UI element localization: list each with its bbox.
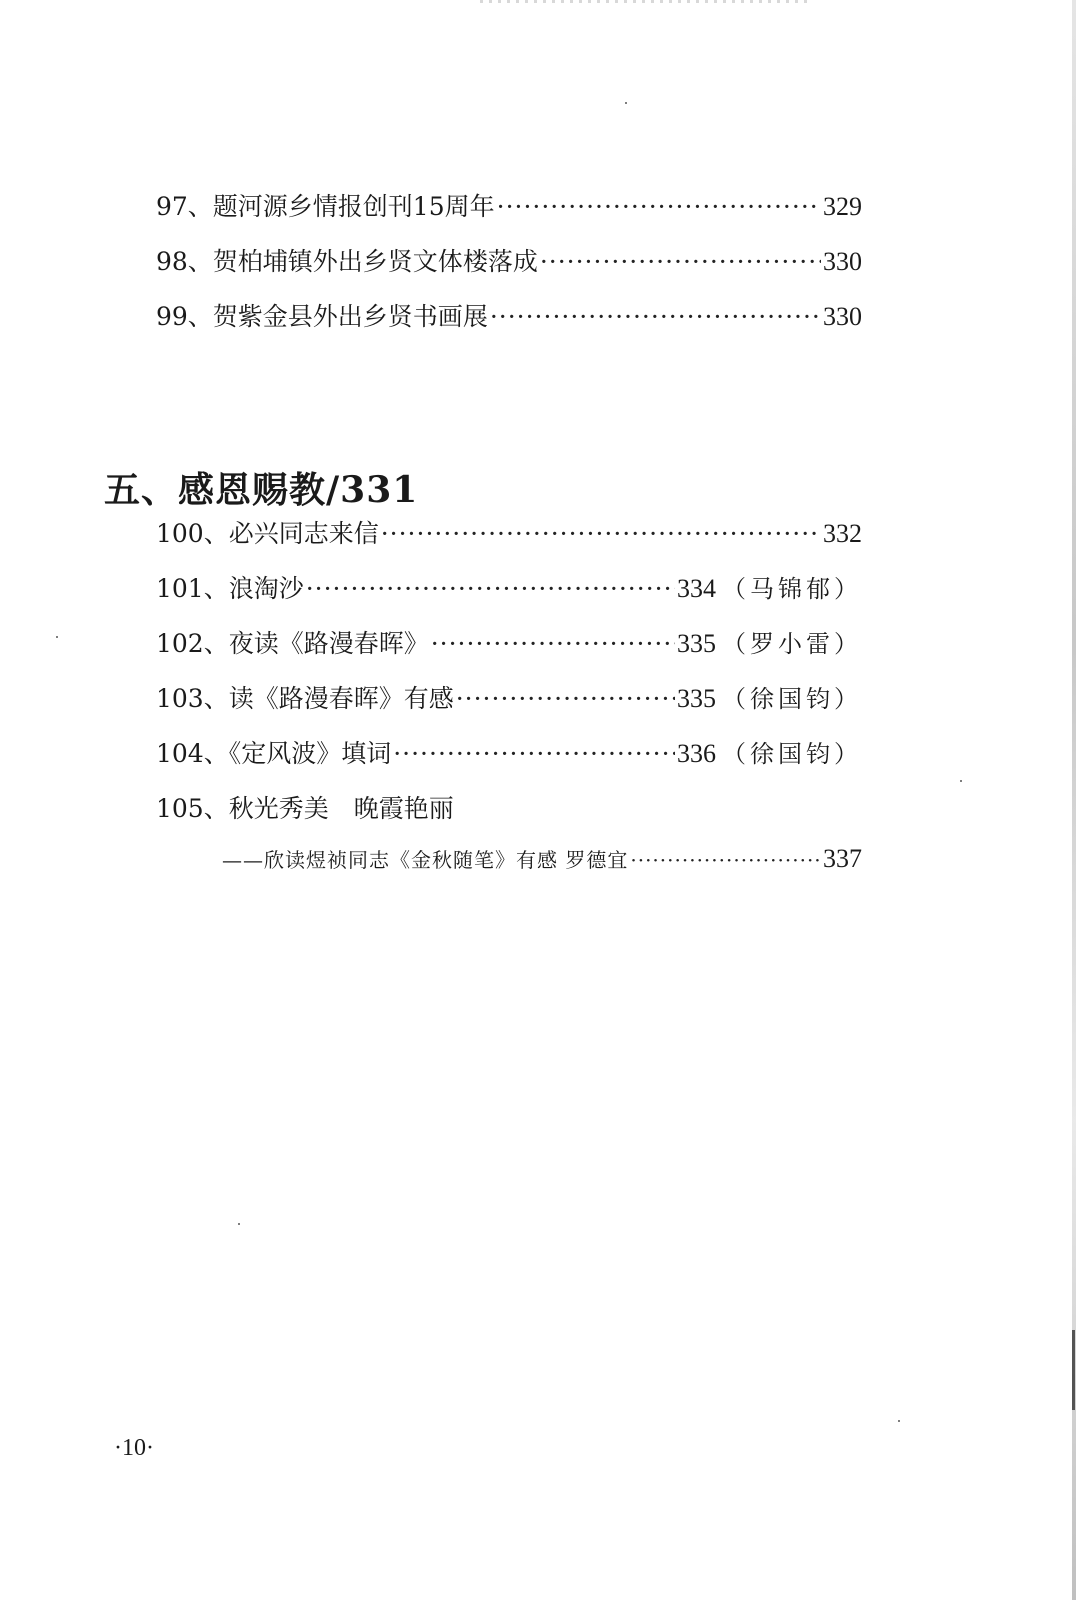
dot-leader bbox=[306, 574, 675, 603]
dot-leader bbox=[381, 519, 821, 548]
dot-leader bbox=[456, 684, 675, 713]
scan-speck bbox=[960, 780, 962, 782]
toc-entry-105-subtitle[interactable] bbox=[156, 844, 862, 899]
section-heading: 五、感恩赐教/331 bbox=[104, 469, 419, 511]
toc-entry-title: 98、贺柏埔镇外出乡贤文体楼落成 bbox=[156, 247, 538, 276]
toc-entry-page: 335 bbox=[677, 684, 716, 713]
toc-entry-subtitle: ——欣读煜祯同志《金秋随笔》有感 罗德宜 bbox=[222, 848, 629, 872]
scan-artifact-right-mark bbox=[1072, 1330, 1075, 1410]
scan-speck bbox=[56, 636, 58, 638]
dot-leader bbox=[490, 302, 821, 331]
toc-entry-title: 99、贺紫金县外出乡贤书画展 bbox=[156, 302, 488, 331]
toc-entry-103[interactable] bbox=[156, 679, 862, 734]
toc-entry-102[interactable] bbox=[156, 624, 862, 679]
scan-speck bbox=[625, 102, 627, 104]
toc-entry-title: 102、夜读《路漫春晖》 bbox=[156, 629, 429, 658]
page-number: ·10· bbox=[114, 1435, 154, 1461]
toc-entry-99[interactable] bbox=[156, 297, 862, 352]
dot-leader bbox=[497, 192, 821, 221]
toc-entry-page: 332 bbox=[823, 519, 862, 548]
toc-entry-97[interactable] bbox=[156, 187, 862, 242]
toc-entry-page: 330 bbox=[823, 302, 862, 331]
toc-entry-author: （罗小雷） bbox=[722, 630, 862, 658]
toc-entry-title: 103、读《路漫春晖》有感 bbox=[156, 684, 454, 713]
toc-entry-page: 335 bbox=[677, 629, 716, 658]
toc-entry-page: 334 bbox=[677, 574, 716, 603]
toc-entry-105[interactable] bbox=[156, 789, 862, 844]
dot-leader bbox=[630, 848, 821, 872]
toc-entry-98[interactable] bbox=[156, 242, 862, 297]
toc-entry-author: （徐国钧） bbox=[722, 685, 862, 713]
dot-leader bbox=[540, 247, 821, 276]
toc-entry-104[interactable] bbox=[156, 734, 862, 789]
toc-entry-title: 104、《定风波》填词 bbox=[156, 739, 392, 768]
toc-entry-author: （马锦郁） bbox=[722, 575, 862, 603]
toc-entry-page: 337 bbox=[823, 844, 862, 873]
toc-entry-page: 336 bbox=[677, 739, 716, 768]
dot-leader bbox=[393, 739, 675, 768]
toc-entry-author: （徐国钧） bbox=[722, 740, 862, 768]
dot-leader bbox=[431, 629, 675, 658]
toc-entry-page: 329 bbox=[823, 192, 862, 221]
toc-entry-101[interactable] bbox=[156, 569, 862, 624]
scan-speck bbox=[238, 1223, 240, 1225]
scan-artifact-top bbox=[480, 0, 810, 3]
toc-entry-title: 105、秋光秀美 晚霞艳丽 bbox=[156, 794, 454, 823]
toc-entry-page: 330 bbox=[823, 247, 862, 276]
toc-entry-100[interactable] bbox=[156, 514, 862, 569]
toc-entry-title: 100、必兴同志来信 bbox=[156, 519, 379, 548]
scan-speck bbox=[898, 1420, 900, 1422]
toc-entry-title: 97、题河源乡情报创刊15周年 bbox=[156, 192, 495, 221]
toc-group-section bbox=[156, 514, 862, 899]
toc-group-top bbox=[156, 187, 862, 352]
toc-entry-title: 101、浪淘沙 bbox=[156, 574, 304, 603]
